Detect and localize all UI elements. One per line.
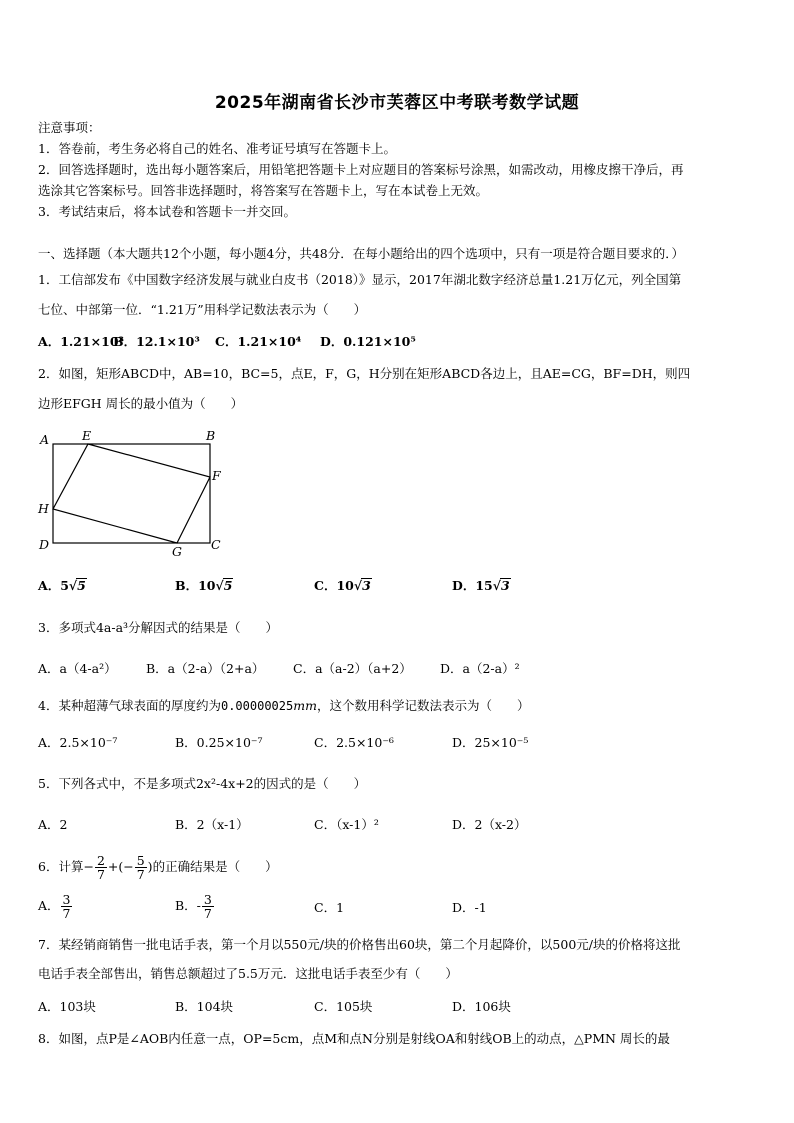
q6-option-c: C．1	[314, 900, 345, 915]
q2-text-line1: 2．如图，矩形ABCD中，AB=10，BC=5，点E，F，G，H分别在矩形ABCD各边上，且AE=CG，BF=DH，则四	[38, 366, 691, 381]
section-heading: 一、选择题（本大题共12个小题，每小题4分，共48分．在每小题给出的四个选项中，只有一项是符合题目要求的．）	[38, 246, 685, 261]
q1-option-d: D．0.121×10⁵	[320, 334, 416, 349]
label-g: G	[172, 544, 182, 559]
label-d: D	[39, 537, 50, 552]
q2-option-a: A．5√5	[38, 578, 86, 593]
q7-option-a: A．103块	[38, 999, 96, 1014]
q5-option-b: B．2（x-1）	[175, 817, 249, 832]
notice-item-2-cont: 选涂其它答案标号。回答非选择题时，将答案写在答题卡上，写在本试卷上无效。	[38, 183, 489, 198]
q3-text: 3．多项式4a-a³分解因式的结果是（ ）	[38, 620, 279, 635]
q3-option-d: D．a（2-a）²	[440, 661, 520, 676]
q2-option-c: C．10√3	[314, 578, 371, 593]
notice-item-3: 3．考试结束后，将本试卷和答题卡一并交回。	[38, 204, 296, 219]
q8-text-line1: 8．如图，点P是∠AOB内任意一点，OP=5cm，点M和点N分别是射线OA和射线OB上的动点，△PMN 周长的最	[38, 1031, 670, 1046]
q3-option-b: B．a（2-a）（2+a）	[146, 661, 265, 676]
label-b: B	[206, 428, 216, 443]
q1-option-b: B．12.1×10³	[113, 334, 200, 349]
quadrilateral-efgh	[53, 444, 210, 543]
q1-option-c: C．1.21×10⁴	[215, 334, 302, 349]
notice-heading: 注意事项：	[38, 120, 101, 135]
q7-option-b: B．104块	[175, 999, 234, 1014]
q6-text: 6．计算− $\frac{2}{7}$ +(− $\frac{5}{7}$ )的正确结果是（ ）	[38, 853, 278, 882]
q2-option-d: D．15√3	[452, 578, 510, 593]
label-f: F	[212, 468, 221, 483]
q5-text: 5．下列各式中，不是多项式2x²-4x+2的因式的是（ ）	[38, 776, 367, 791]
q3-option-c: C．a（a-2）（a+2）	[293, 661, 412, 676]
label-c: C	[211, 537, 221, 552]
q7-option-d: D．106块	[452, 999, 511, 1014]
q7-text-line2: 电话手表全部售出，销售总额超过了5.5万元．这批电话手表至少有（ ）	[38, 966, 458, 981]
q6-option-d: D．-1	[452, 900, 487, 915]
rectangle-abcd	[53, 444, 210, 543]
q2-option-b: B．10√5	[175, 578, 233, 593]
page-title: 2025年湖南省长沙市芙蓉区中考联考数学试题	[214, 93, 580, 113]
q6-option-b: B．- $\frac{3}{7}$	[175, 892, 212, 921]
q1-option-a: A．1.21×10³	[38, 334, 124, 349]
label-e: E	[82, 428, 92, 443]
q1-text-line2: 七位、中部第一位．“1.21万”用科学记数法表示为（ ）	[38, 302, 367, 317]
notice-item-1: 1．答卷前，考生务必将自己的姓名、准考证号填写在答题卡上。	[38, 141, 396, 156]
q5-option-d: D．2（x-2）	[452, 817, 527, 832]
q4-option-d: D．25×10⁻⁵	[452, 735, 529, 750]
q2-rectangle-figure	[34, 425, 234, 560]
q4-option-a: A．2.5×10⁻⁷	[38, 735, 118, 750]
q1-text-line1: 1．工信部发布《中国数字经济发展与就业白皮书（2018）》显示，2017年湖北数字经济总量1.21万亿元，列全国第	[38, 272, 682, 287]
q6-fraction-2: $\frac{5}{7}$	[136, 853, 145, 882]
q4-option-c: C．2.5×10⁻⁶	[314, 735, 394, 750]
q7-text-line1: 7．某经销商销售一批电话手表，第一个月以550元/块的价格售出60块，第二个月起降价，以500元/块的价格将这批	[38, 937, 681, 952]
q2-text-line2: 边形EFGH 周长的最小值为（ ）	[38, 396, 244, 411]
q5-option-a: A．2	[38, 817, 68, 832]
q7-option-c: C．105块	[314, 999, 373, 1014]
q4-option-b: B．0.25×10⁻⁷	[175, 735, 263, 750]
q3-option-a: A．a（4-a²）	[38, 661, 117, 676]
label-a: A	[40, 432, 50, 447]
q6-fraction-1: $\frac{2}{7}$	[96, 853, 105, 882]
notice-item-2: 2．回答选择题时，选出每小题答案后，用铅笔把答题卡上对应题目的答案标号涂黑，如需改动，用橡皮擦干净后，再	[38, 162, 684, 177]
q5-option-c: C．（x-1）²	[314, 817, 379, 832]
q4-text: 4．某种超薄气球表面的厚度约为0.00000025mm，这个数用科学记数法表示为（ ）	[38, 698, 530, 713]
q6-option-a: A． $\frac{3}{7}$	[38, 892, 71, 921]
label-h: H	[38, 501, 49, 516]
